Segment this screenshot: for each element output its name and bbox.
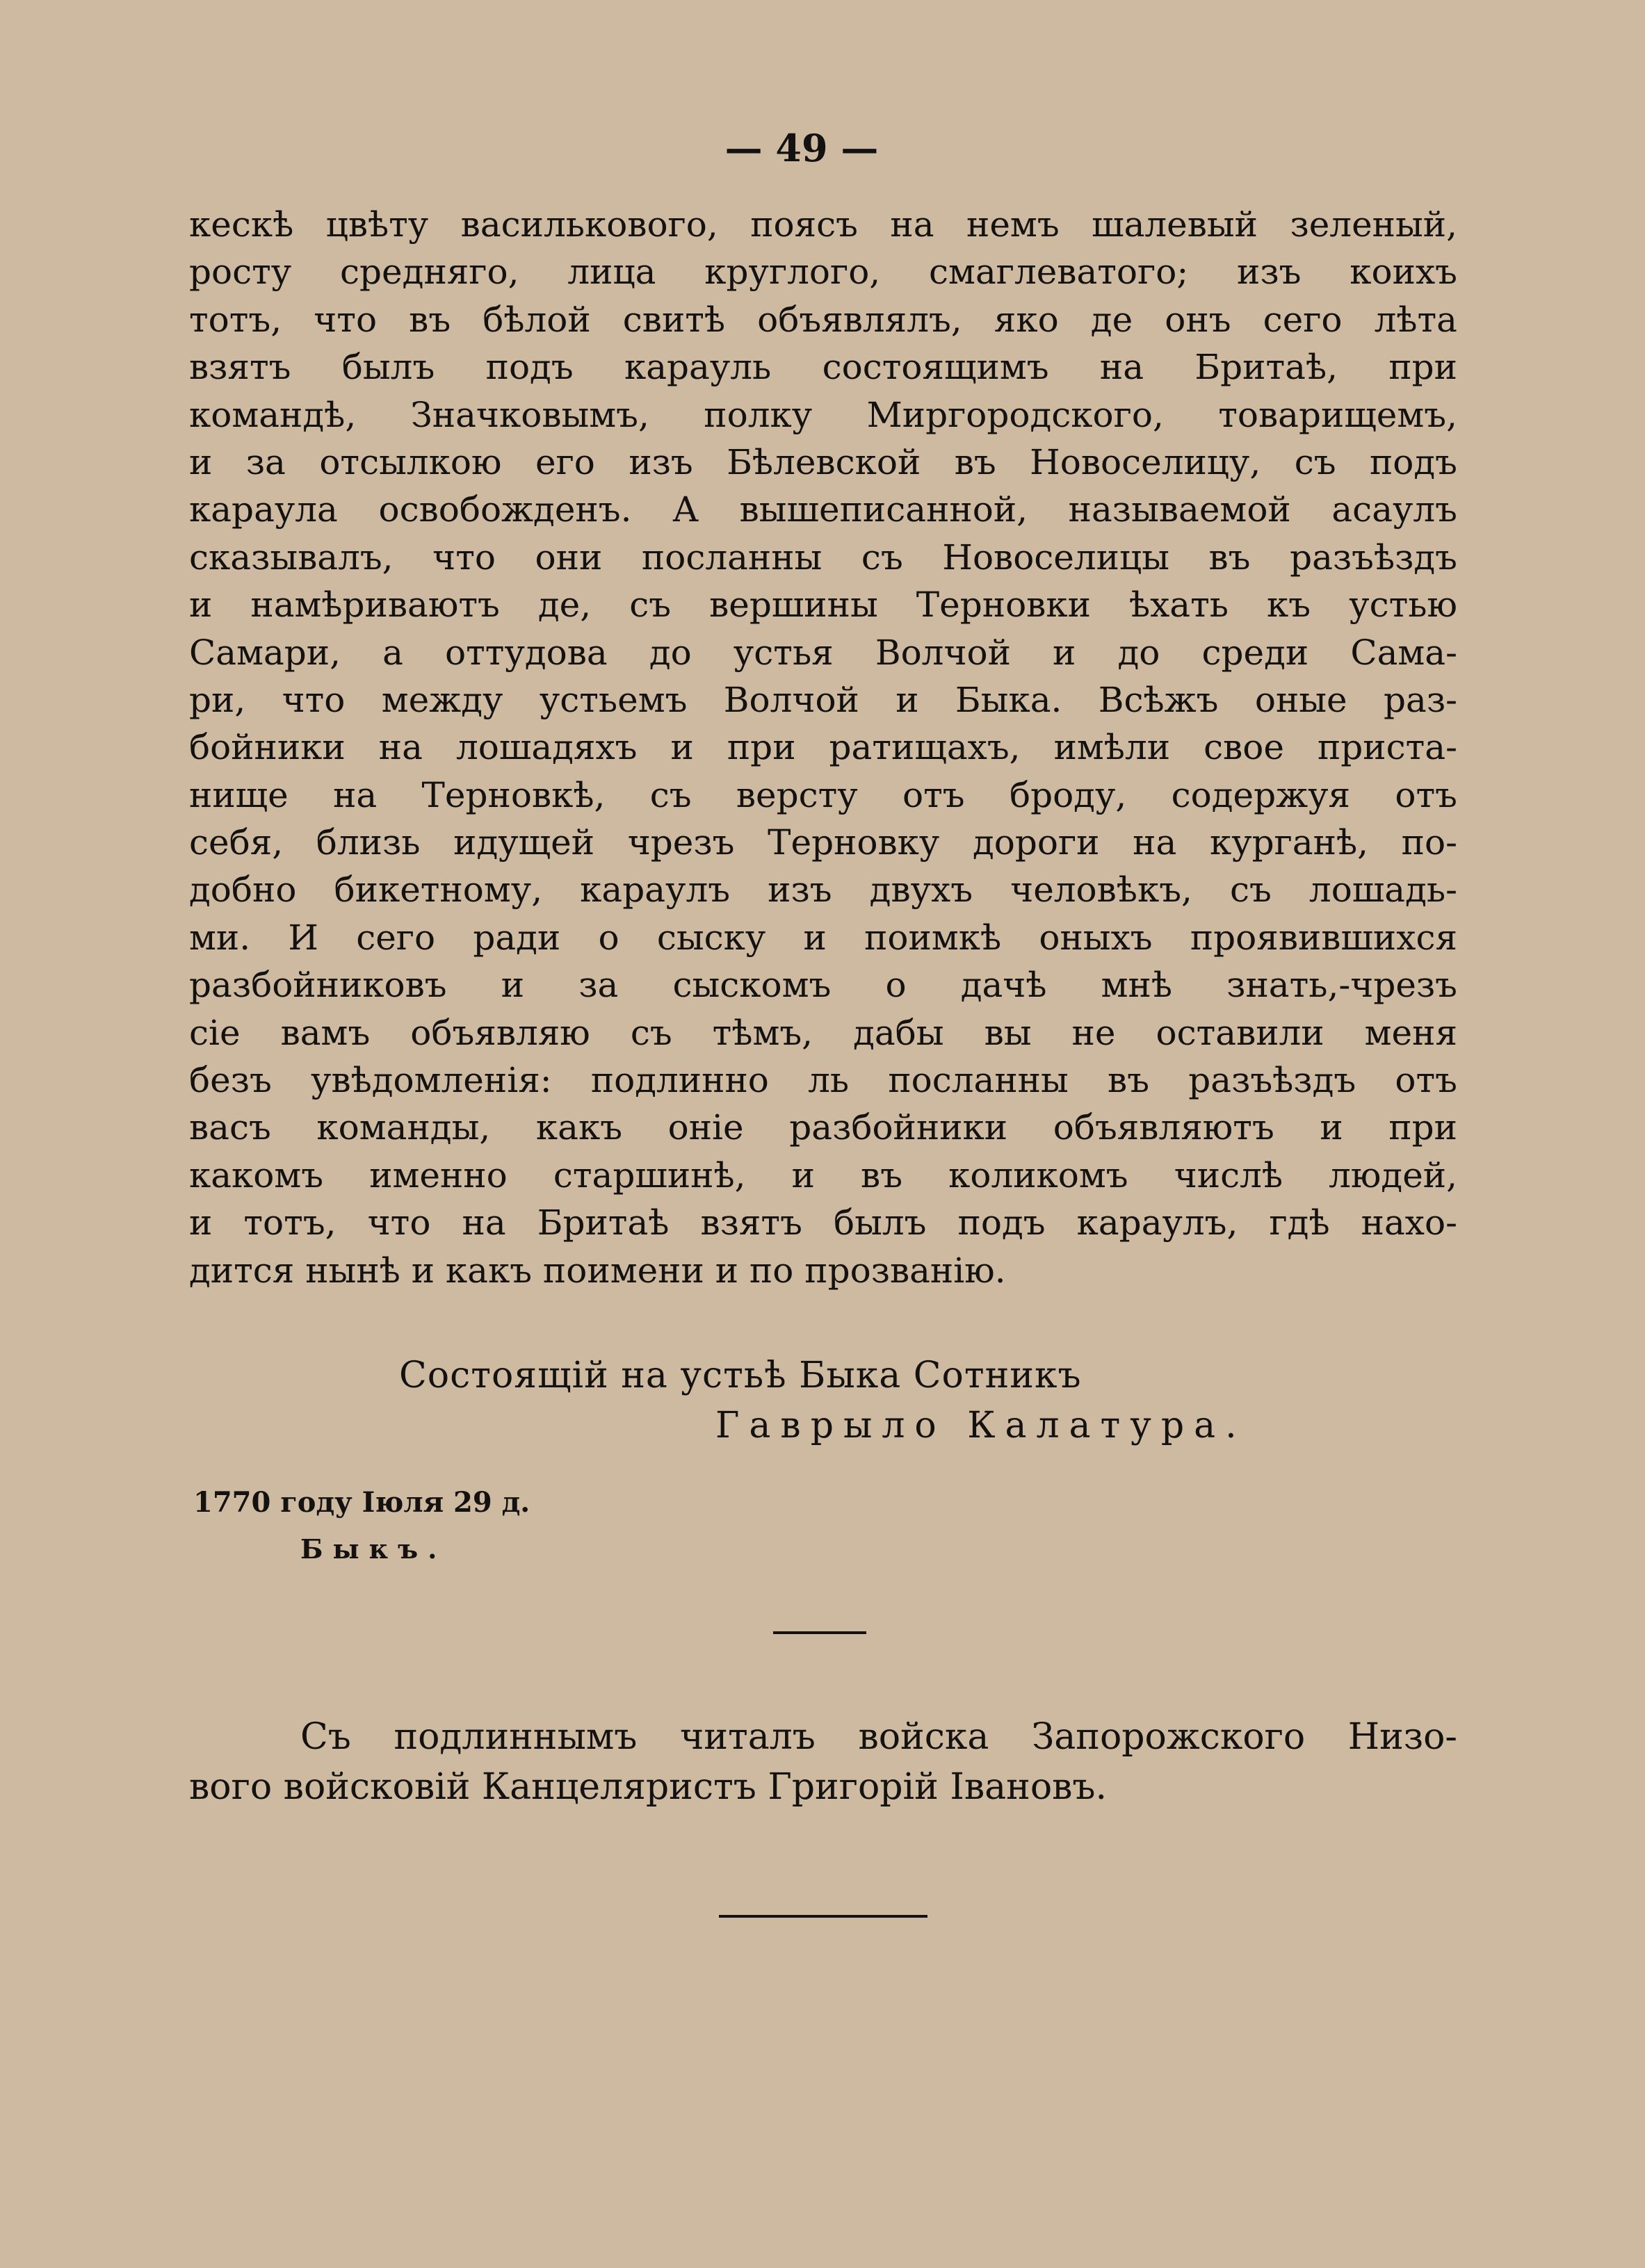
body-line: бойники на лошадяхъ и при ратищахъ, имѣли свое приста- xyxy=(189,727,1457,768)
attestation-line: вого войсковій Канцеляристъ Григорій Івановъ. xyxy=(189,1766,1108,1808)
body-line: дится нынѣ и какъ поимени и по прозванію. xyxy=(189,1250,1006,1291)
signatory-position: Состоящій на устьѣ Быка Сотникъ xyxy=(399,1355,1082,1396)
end-divider xyxy=(719,1915,927,1918)
body-line: сказывалъ, что они посланны съ Новоселицы въ разъѣздъ xyxy=(189,537,1457,578)
body-line: караула освобожденъ. А вышеписанной, называемой асаулъ xyxy=(189,489,1457,530)
body-line: добно бикетному, караулъ изъ двухъ человѣкъ, съ лошадь- xyxy=(189,870,1457,911)
body-line: командѣ, Значковымъ, полку Миргородского, товарищемъ, xyxy=(189,394,1457,435)
attestation-line: Съ подлиннымъ читалъ войска Запорожского Низо- xyxy=(300,1716,1457,1758)
body-line: нище на Терновкѣ, съ версту отъ броду, содержуя отъ xyxy=(189,774,1457,815)
body-line: какомъ именно старшинѣ, и въ коликомъ числѣ людей, xyxy=(189,1155,1457,1196)
attestation-note xyxy=(189,1712,1457,1812)
letter-body xyxy=(189,201,1457,1294)
date-line: 1770 году Іюля 29 д. xyxy=(193,1486,530,1519)
signatory-name: Гаврыло Калатура. xyxy=(715,1405,1247,1446)
body-line: сіе вамъ объявляю съ тѣмъ, дабы вы не оставили меня xyxy=(189,1012,1457,1053)
place-line: Быкъ. xyxy=(300,1533,447,1565)
body-line: безъ увѣдомленія: подлинно ль посланны въ разъѣздъ отъ xyxy=(189,1060,1457,1101)
body-line: и за отсылкою его изъ Бѣлевской въ Новоселицу, съ подъ xyxy=(189,441,1457,482)
body-line: росту средняго, лица круглого, смаглеватого; изъ коихъ xyxy=(189,252,1457,293)
body-line: кескѣ цвѣту василькового, поясъ на немъ шалевый зеленый, xyxy=(189,204,1457,245)
body-line: и намѣриваютъ де, съ вершины Терновки ѣхать къ устью xyxy=(189,585,1457,626)
body-line: ми. И сего ради о сыску и поимкѣ оныхъ проявившихся xyxy=(189,917,1457,958)
body-line: разбойниковъ и за сыскомъ о дачѣ мнѣ знать,-чрезъ xyxy=(189,965,1457,1006)
body-line: Самари, а оттудова до устья Волчой и до среди Сама- xyxy=(189,632,1457,673)
body-line: тотъ, что въ бѣлой свитѣ объявлялъ, яко де онъ сего лѣта xyxy=(189,299,1457,340)
body-line: васъ команды, какъ оніе разбойники объявляютъ и при xyxy=(189,1107,1457,1148)
body-line: себя, близь идущей чрезъ Терновку дороги на курганѣ, по- xyxy=(189,822,1457,863)
signature-block xyxy=(399,1351,1512,1451)
body-line: взятъ былъ подъ карауль состоящимъ на Бритаѣ, при xyxy=(189,347,1457,388)
body-line: ри, что между устьемъ Волчой и Быка. Всѣжъ оные раз- xyxy=(189,679,1457,720)
page-number: — 49 — xyxy=(724,126,879,170)
section-divider xyxy=(773,1631,866,1634)
body-line: и тотъ, что на Бритаѣ взятъ былъ подъ караулъ, гдѣ нахо- xyxy=(189,1202,1457,1243)
